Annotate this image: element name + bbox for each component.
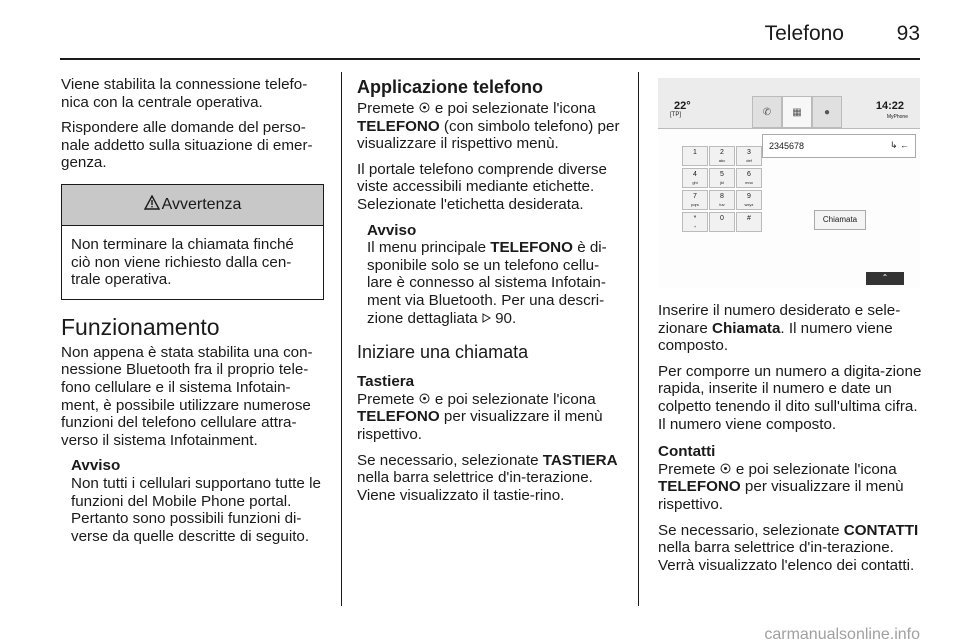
warning-body: Non terminare la chiamata finché ciò non viene richiesto dalla cen-trale operativa. <box>71 235 294 289</box>
tp-label: [TP] <box>670 112 682 118</box>
keypad-key: 5 jkl <box>709 168 735 188</box>
keypad-key: 7 pqrs <box>682 190 708 210</box>
info-tab-icon: ● <box>812 96 842 128</box>
paragraph: Non appena è stata stabilita una con-nessione Bluetooth fra il proprio tele-fono cellulare e il sistema Infotain-ment, è possibile utilizzare numerose funzioni del telefono cellulare attra-verso il sistema Infotainment. <box>61 343 313 449</box>
warning-icon <box>144 195 160 215</box>
home-icon <box>419 100 431 118</box>
phone-tab-icon: ✆ <box>752 96 782 128</box>
column-1 <box>61 76 324 545</box>
chevron-up-icon: ⌃ <box>866 272 904 285</box>
paragraph: Premete e poi selezionate l'icona TELEFONO per visualizzare il menù rispettivo. <box>658 460 904 513</box>
keypad-key: 9 wxyz <box>736 190 762 210</box>
section-title: Funzionamento <box>61 313 220 340</box>
keypad-key: 0 <box>709 212 735 232</box>
keypad-tab-icon: ▦ <box>782 96 812 128</box>
phone-keypad-screenshot <box>658 78 920 288</box>
paragraph: Inserire il numero desiderato e sele-zionare Chiamata. Il numero viene composto. <box>658 302 901 355</box>
column-3 <box>658 302 924 582</box>
paragraph: Premete e poi selezionate l'icona TELEFONO (con simbolo telefono) per visualizzare il rispettivo menù. <box>357 100 620 153</box>
number-field <box>762 134 916 158</box>
page-reference-icon <box>482 310 491 328</box>
subhead: Contatti <box>658 443 716 461</box>
chapter-title: Telefono <box>764 22 844 45</box>
paragraph: Se necessario, selezionate TASTIERA nella barra selettrice d'in-terazione. Viene visualizzato il tastie-rino. <box>357 451 618 504</box>
note <box>71 457 324 545</box>
paragraph: Il portale telefono comprende diverse viste accessibili mediante etichette. Selezionate l'etichetta desiderata. <box>357 160 607 213</box>
home-icon <box>419 391 431 409</box>
phone-status: MyPhone <box>886 114 908 120</box>
clock: 14:22 <box>875 100 904 112</box>
paragraph: Viene stabilita la connessione telefo-nica con la centrale operativa. <box>61 76 308 111</box>
subsection-title: Applicazione telefono <box>357 77 544 97</box>
note-title: Avviso <box>71 457 121 475</box>
temperature: 22° <box>674 100 691 112</box>
warning-title: Avvertenza <box>161 196 242 214</box>
paragraph: Per comporre un numero a digita-zione rapida, inserite il numero e date un colpetto tenendo il dito sull'ultima cifra. Il numero viene composto. <box>658 362 922 433</box>
column-divider-1 <box>341 72 342 606</box>
header-divider <box>60 58 920 60</box>
keypad-key: 8 tuv <box>709 190 735 210</box>
keypad-key: * + <box>682 212 708 232</box>
dialed-number: 2345678 <box>769 141 805 151</box>
keypad-key: 3 def <box>736 146 762 166</box>
keypad-key: 6 mno <box>736 168 762 188</box>
call-button: Chiamata <box>814 210 866 230</box>
note-body: Il menu principale TELEFONO è di-sponibile solo se un telefono cellu-lare è connesso al sistema Infotain-ment via Bluetooth. Per una descri-zione dettagliata 90. <box>367 239 607 327</box>
backspace-icon: ↳ ← <box>889 140 909 150</box>
keypad-key: 4 ghi <box>682 168 708 188</box>
subsection-title: Iniziare una chiamata <box>357 342 529 363</box>
note-body: Non tutti i cellulari supportano tutte le funzioni del Mobile Phone portal. Pertanto sono possibili funzioni di-verse da quelle descritte di seguito. <box>71 474 321 545</box>
column-2 <box>357 76 623 512</box>
column-divider-2 <box>638 72 639 606</box>
paragraph: Rispondere alle domande del perso-nale addetto sulla situazione di emer-genza. <box>61 119 313 172</box>
warning-header <box>62 185 323 226</box>
keypad-key: 1 <box>682 146 708 166</box>
note-title: Avviso <box>367 221 417 239</box>
keypad-key: # <box>736 212 762 232</box>
screen-top-bar <box>658 78 920 129</box>
note <box>367 222 623 328</box>
warning-box <box>61 184 324 300</box>
watermark: carmanualsonline.info <box>764 626 920 643</box>
keypad-key: 2 abc <box>709 146 735 166</box>
footer <box>0 626 960 642</box>
home-icon <box>720 461 732 479</box>
subhead: Tastiera <box>357 373 415 391</box>
page-number: 93 <box>896 22 920 45</box>
paragraph: Premete e poi selezionate l'icona TELEFONO per visualizzare il menù rispettivo. <box>357 390 603 443</box>
paragraph: Se necessario, selezionate CONTATTI nella barra selettrice d'in-terazione. Verrà visualizzato l'elenco dei contatti. <box>658 521 919 574</box>
page-header <box>0 0 960 60</box>
